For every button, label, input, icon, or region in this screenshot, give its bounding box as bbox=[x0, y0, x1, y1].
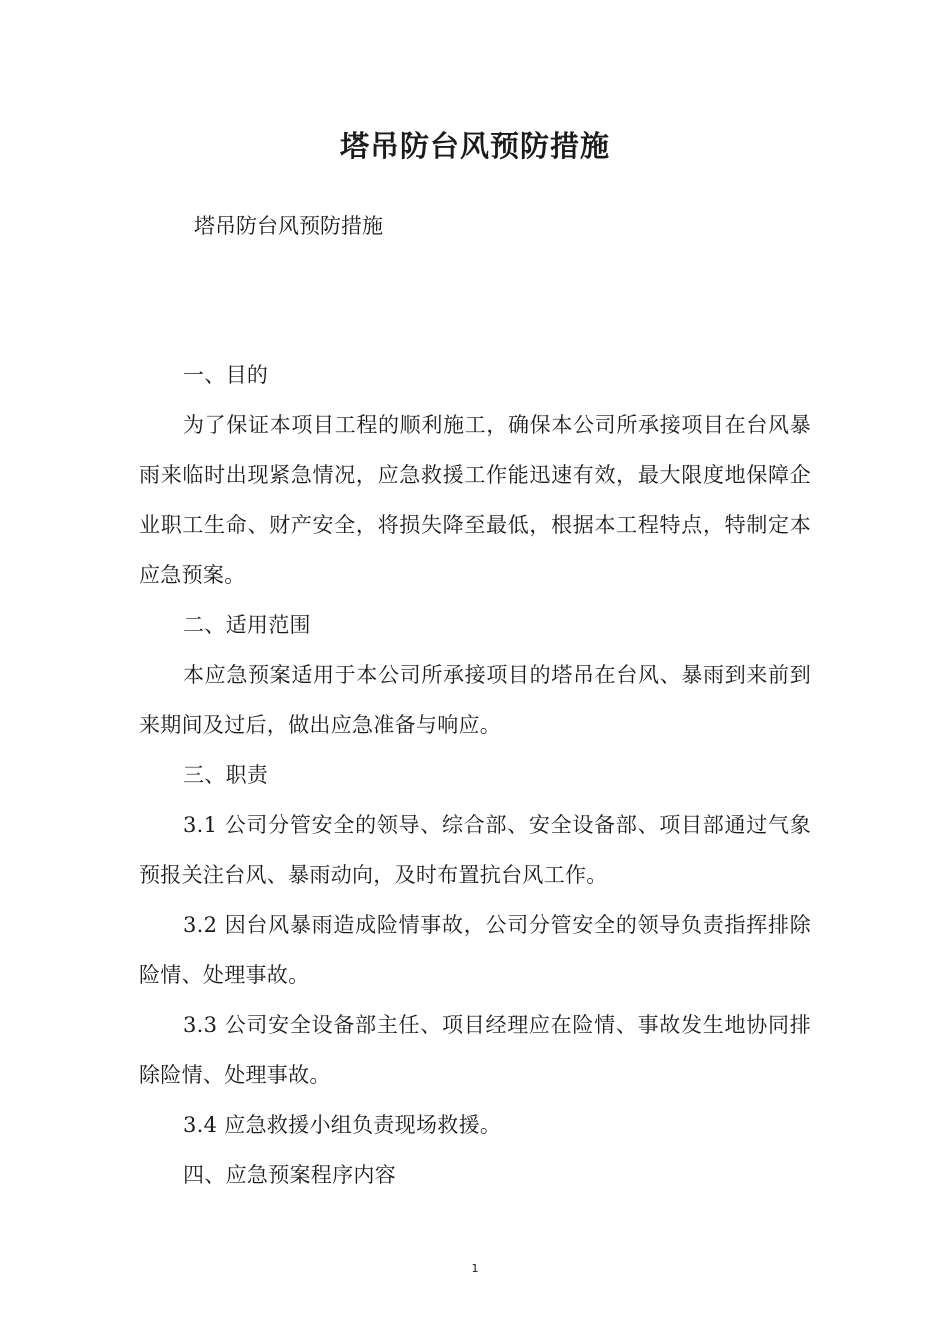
paragraph-purpose: 为了保证本项目工程的顺利施工，确保本公司所承接项目在台风暴雨来临时出现紧急情况，应急救援工作能迅速有效，最大限度地保障企业职工生命、财产安全，将损失降至最低，根据本工程特点，特制定本应急预案。 bbox=[139, 413, 811, 587]
document-title: 塔吊防台风预防措施 bbox=[339, 129, 610, 163]
page-number: 1 bbox=[471, 1262, 479, 1275]
document-subtitle: 塔吊防台风预防措施 bbox=[194, 214, 383, 238]
paragraph-3-1: 3.1 公司分管安全的领导、综合部、安全设备部、项目部通过气象预报关注台风、暴雨动向，及时布置抗台风工作。 bbox=[139, 813, 811, 887]
section-heading-responsibilities: 三、职责 bbox=[183, 763, 269, 787]
section-heading-scope: 二、适用范围 bbox=[183, 613, 311, 637]
paragraph-3-3: 3.3 公司安全设备部主任、项目经理应在险情、事故发生地协同排除险情、处理事故。 bbox=[139, 1013, 811, 1087]
document-body bbox=[139, 350, 811, 1200]
section-heading-procedure: 四、应急预案程序内容 bbox=[183, 1163, 396, 1187]
paragraph-3-2: 3.2 因台风暴雨造成险情事故，公司分管安全的领导负责指挥排除险情、处理事故。 bbox=[139, 913, 811, 987]
paragraph-3-4: 3.4 应急救援小组负责现场救援。 bbox=[183, 1113, 502, 1137]
section-heading-purpose: 一、目的 bbox=[183, 363, 269, 387]
paragraph-scope: 本应急预案适用于本公司所承接项目的塔吊在台风、暴雨到来前到来期间及过后，做出应急准备与响应。 bbox=[139, 663, 811, 737]
